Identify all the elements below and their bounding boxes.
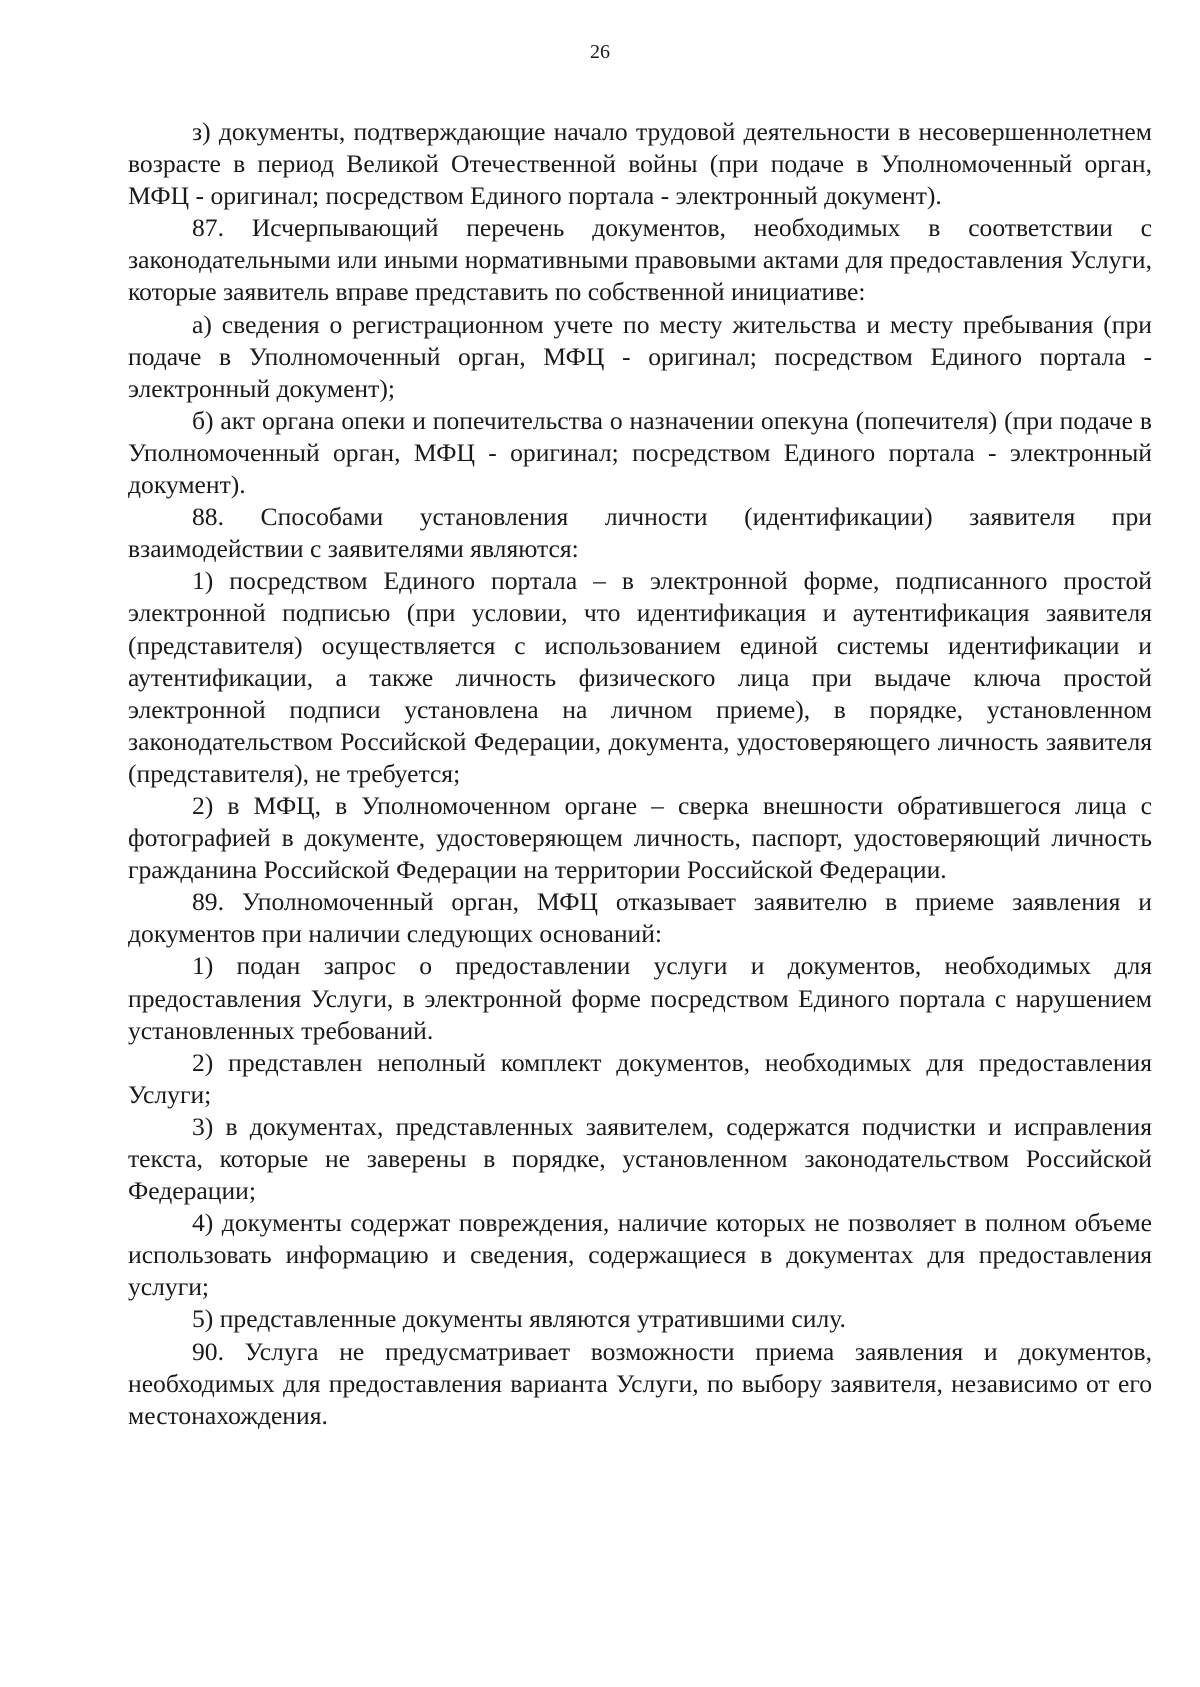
document-body — [128, 116, 1152, 1432]
paragraph-89-2: 2) представлен неполный комплект документов, необходимых для предоставления Услуги; — [128, 1047, 1152, 1109]
paragraph-89-1: 1) подан запрос о предоставлении услуги и документов, необходимых для предоставления Услуги, в электронной форме посредством Единого портала с нарушением установленных требований. — [128, 951, 1152, 1045]
paragraph-87-b: б) акт органа опеки и попечительства о назначении опекуна (попечителя) (при подаче в Уполномоченный орган, МФЦ - оригинал; посредством Единого портала - электронный документ). — [128, 405, 1152, 500]
paragraph-87: 87. Исчерпывающий перечень документов, необходимых в соответствии с законодательными или иными нормативными правовыми актами для предоставления Услуги, которые заявитель вправе представить по собственной инициативе: — [128, 213, 1152, 307]
page-number: 26 — [590, 41, 610, 63]
paragraph-88-2: 2) в МФЦ, в Уполномоченном органе – сверка внешности обратившегося лица с фотографией в документе, удостоверяющем личность, паспорт, удостоверяющий личность гражданина Российской Федерации на территории Российской Федерации. — [128, 790, 1152, 885]
paragraph-88-1: 1) посредством Единого портала – в электронной форме, подписанного простой электронной подписью (при условии, что идентификация и аутентификация заявителя (представителя) осуществляется с использованием единой системы идентификации и аутентификации, а также личность физического лица при выдаче ключа простой электронной подписи установлена на личном приеме), в порядке, установленном законодательством Российской Федерации, документа, удостоверяющего личность заявителя (представителя), не требуется; — [128, 566, 1152, 788]
paragraph-89: 89. Уполномоченный орган, МФЦ отказывает заявителю в приеме заявления и документов при наличии следующих оснований: — [128, 887, 1152, 949]
paragraph-89-3: 3) в документах, представленных заявителем, содержатся подчистки и исправления текста, которые не заверены в порядке, установленном законодательством Российской Федерации; — [128, 1111, 1152, 1206]
paragraph-88: 88. Способами установления личности (идентификации) заявителя при взаимодействии с заявителями являются: — [128, 502, 1152, 564]
paragraph-90: 90. Услуга не предусматривает возможности приема заявления и документов, необходимых для предоставления варианта Услуги, по выбору заявителя, независимо от его местонахождения. — [128, 1336, 1152, 1430]
paragraph-89-5: 5) представленные документы являются утратившими силу. — [192, 1304, 846, 1334]
paragraph-z-documents: з) документы, подтверждающие начало трудовой деятельности в несовершеннолетнем возрасте в период Великой Отечественной войны (при подаче в Уполномоченный орган, МФЦ - оригинал; посредством Единого портала - электронный документ). — [128, 117, 1152, 211]
paragraph-87-a: а) сведения о регистрационном учете по месту жительства и месту пребывания (при подаче в Уполномоченный орган, МФЦ - оригинал; посредством Единого портала - электронный документ); — [128, 309, 1152, 403]
paragraph-89-4: 4) документы содержат повреждения, наличие которых не позволяет в полном объеме использовать информацию и сведения, содержащиеся в документах для предоставления услуги; — [128, 1208, 1152, 1302]
